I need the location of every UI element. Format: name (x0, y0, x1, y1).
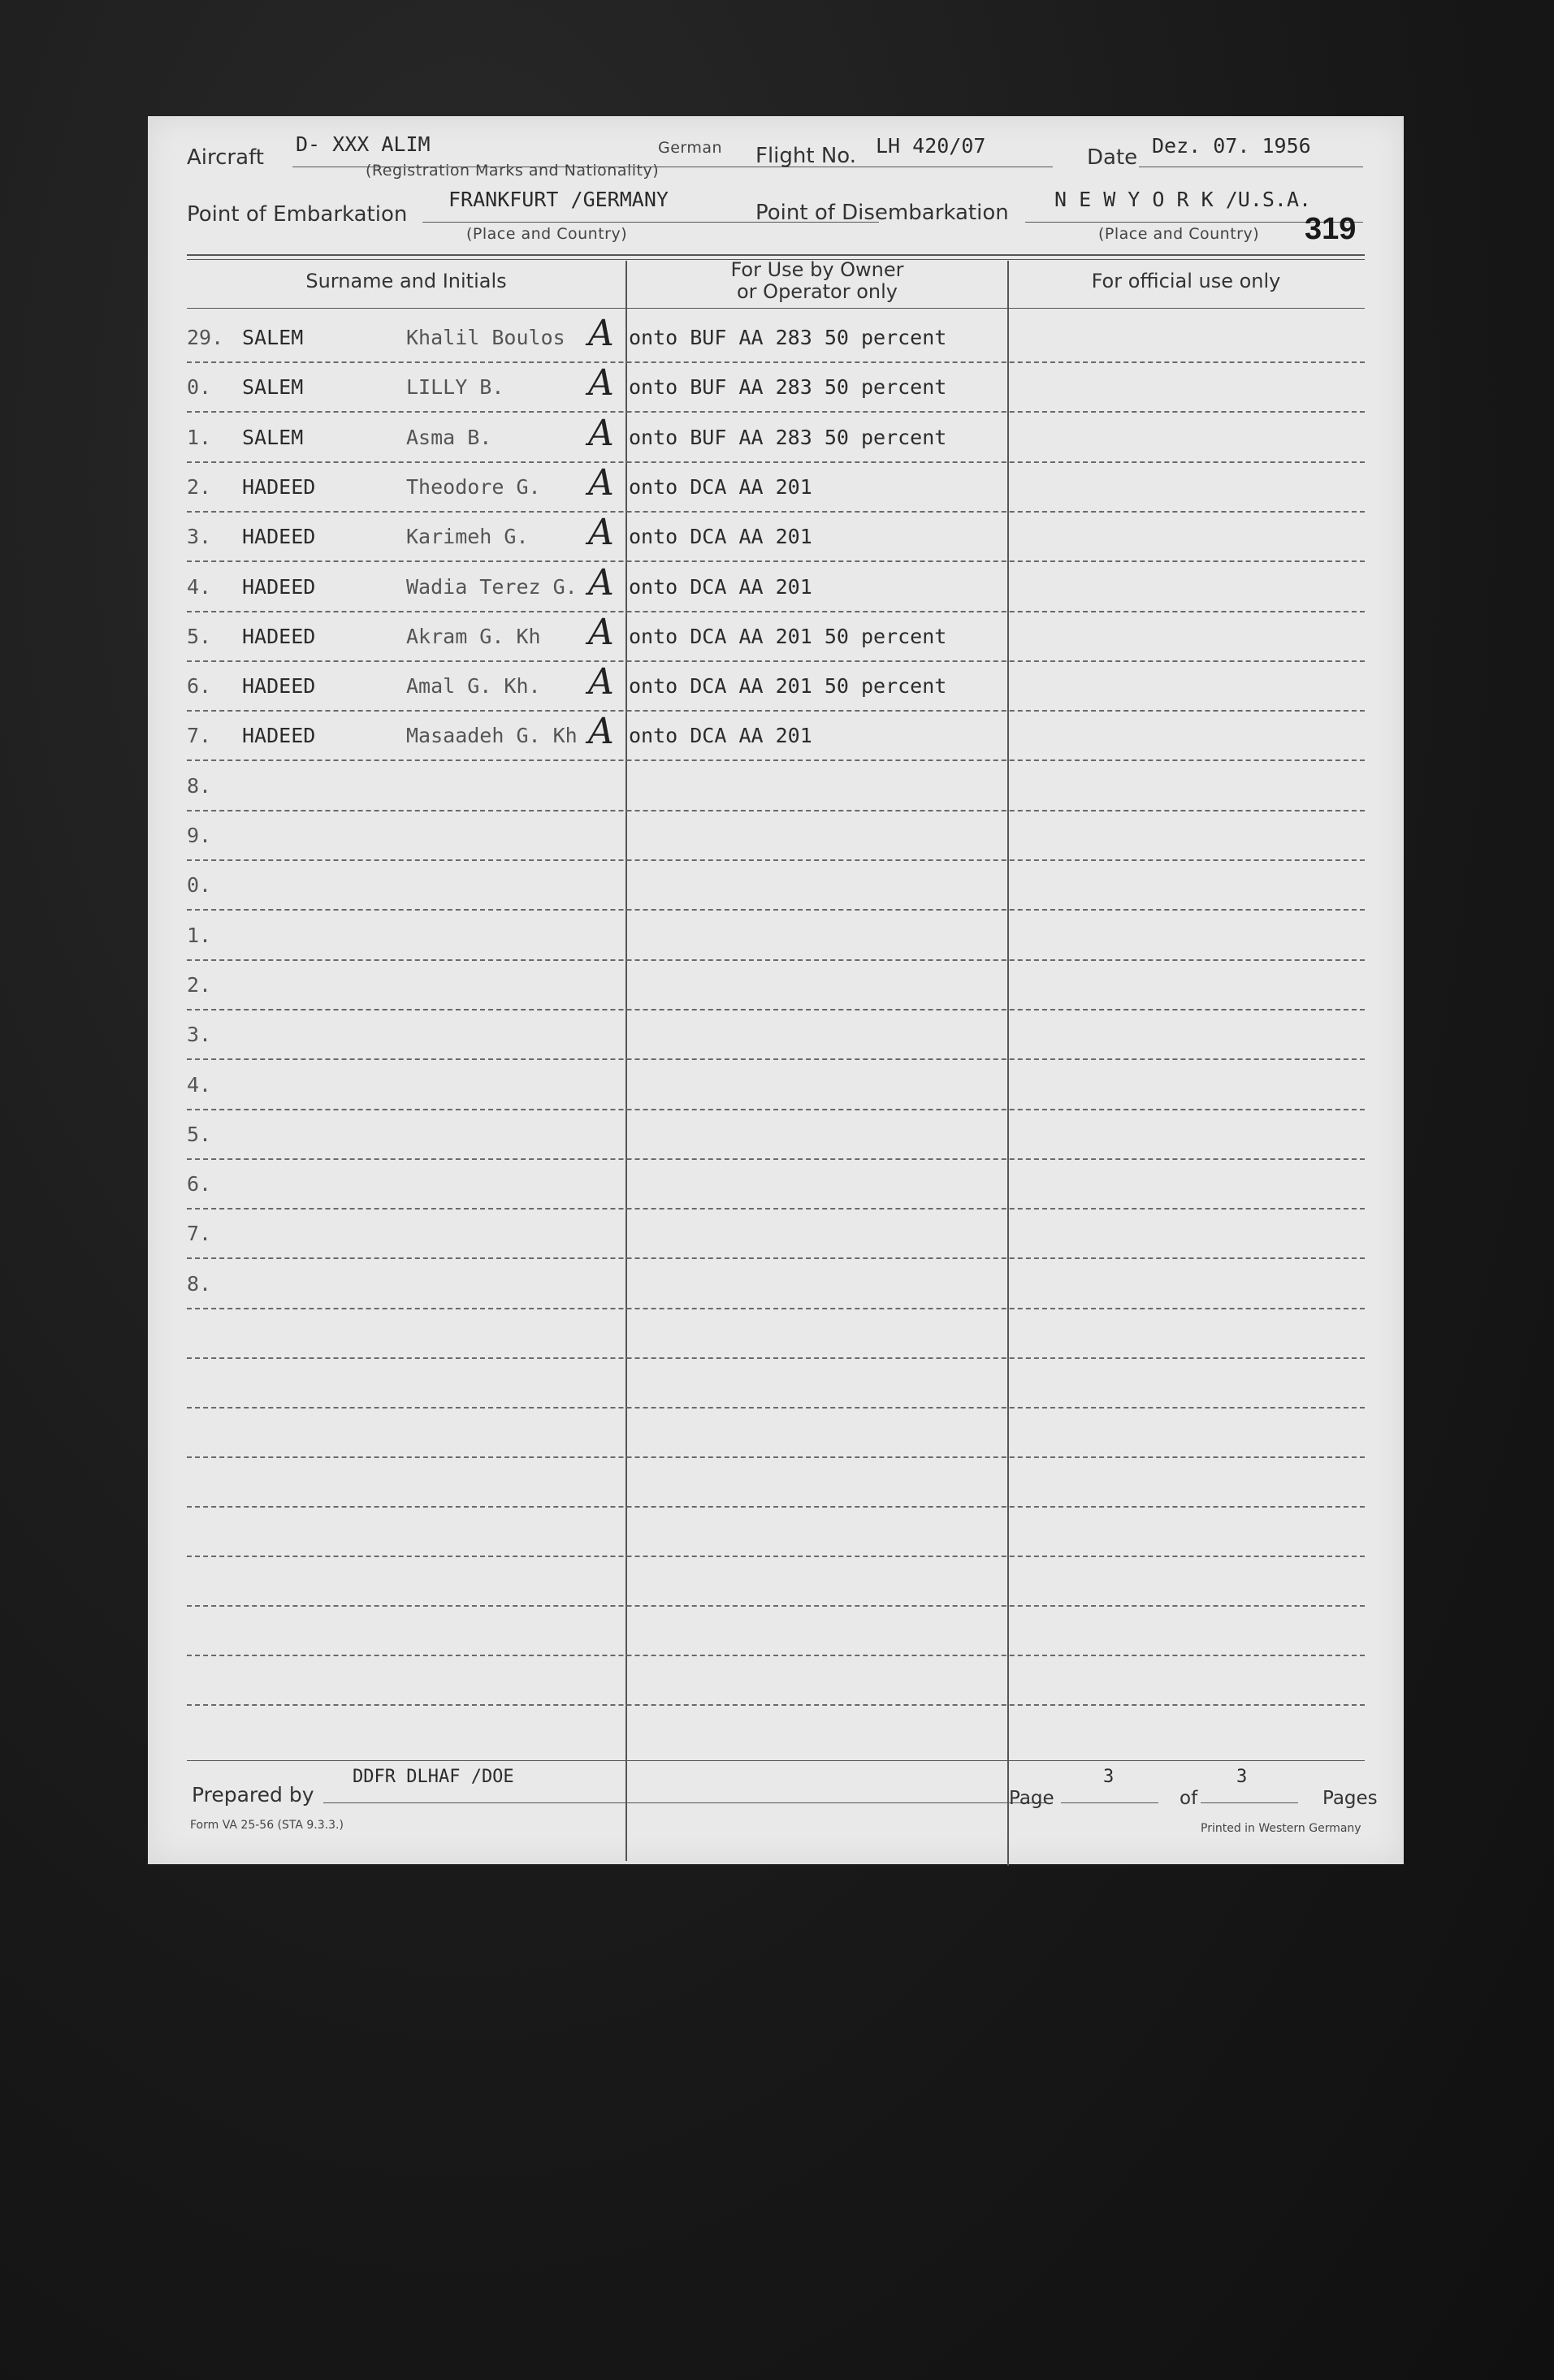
printed-note: Printed in Western Germany (1201, 1822, 1361, 1835)
table-row (148, 661, 1404, 713)
row-number: 5. (187, 1123, 212, 1146)
row-number: 7. (187, 1222, 212, 1245)
row-rule (187, 1009, 1365, 1010)
row-rule (187, 511, 1365, 513)
passenger-surname: SALEM (242, 426, 304, 449)
passenger-surname: HADEED (242, 475, 316, 499)
blank-rule (187, 1605, 1365, 1607)
date-value: Dez. 07. 1956 (1152, 134, 1311, 158)
passenger-initials: Asma B. (406, 426, 492, 449)
row-number: 5. (187, 625, 212, 648)
passenger-initials: Masaadeh G. Kh (406, 724, 578, 747)
page-rule (1061, 1802, 1158, 1803)
column-header-owner-line2: or Operator only (737, 280, 898, 303)
passenger-initials: Akram G. Kh (406, 625, 541, 648)
handwritten-mark: A (588, 661, 614, 703)
column-header-rule (187, 308, 1365, 309)
operator-note: onto DCA AA 201 (629, 525, 812, 548)
row-rule (187, 1257, 1365, 1259)
table-row (148, 1262, 1404, 1311)
operator-note: onto DCA AA 201 (629, 575, 812, 599)
row-rule (187, 611, 1365, 612)
table-row (148, 362, 1404, 414)
footer-rule (187, 1760, 1365, 1761)
row-number: 8. (187, 1272, 212, 1296)
handwritten-mark: A (588, 612, 614, 653)
nationality-value: German (658, 139, 723, 157)
row-rule (187, 909, 1365, 911)
table-row (148, 313, 1404, 365)
date-label: Date (1087, 145, 1138, 170)
flight-label: Flight No. (755, 144, 857, 168)
aircraft-label: Aircraft (187, 145, 264, 170)
row-rule (187, 1208, 1365, 1209)
blank-rule (187, 1704, 1365, 1706)
row-number: 8. (187, 774, 212, 798)
table-row (148, 711, 1404, 763)
row-rule (187, 560, 1365, 562)
row-rule (187, 1158, 1365, 1160)
aircraft-value: D- XXX ALIM (296, 132, 431, 156)
blank-rule (187, 1456, 1365, 1458)
passenger-initials: Khalil Boulos (406, 326, 565, 349)
row-rule (187, 810, 1365, 811)
table-row (148, 512, 1404, 564)
passenger-surname: HADEED (242, 724, 316, 747)
row-number: 2. (187, 973, 212, 997)
table-row (148, 1063, 1404, 1112)
row-rule (187, 710, 1365, 712)
blank-rule (187, 1506, 1365, 1508)
handwritten-mark: A (588, 562, 614, 604)
table-row (148, 1113, 1404, 1162)
row-number: 2. (187, 475, 212, 499)
passenger-surname: HADEED (242, 575, 316, 599)
table-row (148, 764, 1404, 813)
page-value: 3 (1103, 1767, 1115, 1787)
passenger-initials: Theodore G. (406, 475, 541, 499)
blank-rule (187, 1556, 1365, 1557)
row-rule (187, 1058, 1365, 1060)
of-label: of (1180, 1788, 1198, 1809)
row-rule (187, 411, 1365, 413)
table-row (148, 612, 1404, 664)
operator-note: onto BUF AA 283 50 percent (629, 326, 947, 349)
column-header-surname: Surname and Initials (305, 270, 507, 292)
table-row (148, 1013, 1404, 1062)
handwritten-mark: A (588, 512, 614, 553)
disembarkation-caption: (Place and Country) (1098, 225, 1260, 243)
operator-note: onto DCA AA 201 (629, 724, 812, 747)
table-row (148, 462, 1404, 514)
operator-note: onto BUF AA 283 50 percent (629, 426, 947, 449)
row-rule (187, 759, 1365, 761)
row-rule (187, 959, 1365, 961)
operator-note: onto DCA AA 201 50 percent (629, 625, 947, 648)
embarkation-caption: (Place and Country) (466, 225, 628, 243)
handwritten-mark: A (588, 462, 614, 504)
row-rule (187, 361, 1365, 363)
manifest-sheet (148, 116, 1404, 1864)
passenger-surname: HADEED (242, 525, 316, 548)
column-header-owner-line1: For Use by Owner (730, 258, 904, 281)
table-row (148, 562, 1404, 614)
passenger-initials: Amal G. Kh. (406, 674, 541, 698)
embarkation-value: FRANKFURT /GERMANY (448, 188, 669, 211)
table-row (148, 914, 1404, 963)
of-rule (1201, 1802, 1298, 1803)
prepared-value: DDFR DLHAF /DOE (353, 1767, 514, 1787)
embarkation-label: Point of Embarkation (187, 202, 408, 227)
passenger-surname: SALEM (242, 326, 304, 349)
table-row (148, 413, 1404, 465)
passenger-surname: SALEM (242, 375, 304, 399)
handwritten-mark: A (588, 711, 614, 752)
operator-note: onto BUF AA 283 50 percent (629, 375, 947, 399)
form-id: Form VA 25-56 (STA 9.3.3.) (190, 1819, 344, 1832)
operator-note: onto DCA AA 201 (629, 475, 812, 499)
blank-rule (187, 1357, 1365, 1359)
prepared-label: Prepared by (192, 1783, 314, 1807)
row-rule (187, 1109, 1365, 1110)
registration-caption: (Registration Marks and Nationality) (366, 162, 660, 180)
header-rule-top (187, 254, 1365, 256)
row-number: 7. (187, 724, 212, 747)
sheet-number: 319 (1305, 212, 1357, 246)
handwritten-mark: A (588, 313, 614, 354)
passenger-initials: Karimeh G. (406, 525, 529, 548)
of-value: 3 (1236, 1767, 1248, 1787)
handwritten-mark: A (588, 413, 614, 454)
blank-rule (187, 1407, 1365, 1409)
row-number: 4. (187, 1073, 212, 1097)
table-row (148, 1162, 1404, 1211)
passenger-initials: LILLY B. (406, 375, 504, 399)
row-number: 9. (187, 824, 212, 847)
row-number: 3. (187, 1023, 212, 1046)
row-rule (187, 1308, 1365, 1309)
row-number: 29. (187, 326, 224, 349)
handwritten-mark: A (588, 362, 614, 404)
disembarkation-value: N E W Y O R K /U.S.A. (1054, 188, 1312, 211)
disembarkation-label: Point of Disembarkation (755, 201, 1009, 225)
blank-rule (187, 1655, 1365, 1656)
table-row (148, 963, 1404, 1012)
row-number: 0. (187, 873, 212, 897)
row-number: 3. (187, 525, 212, 548)
column-header-owner (627, 259, 1007, 303)
flight-value: LH 420/07 (876, 134, 986, 158)
passenger-initials: Wadia Terez G. (406, 575, 578, 599)
row-number: 4. (187, 575, 212, 599)
passenger-surname: HADEED (242, 674, 316, 698)
operator-note: onto DCA AA 201 50 percent (629, 674, 947, 698)
passenger-surname: HADEED (242, 625, 316, 648)
row-number: 1. (187, 924, 212, 947)
table-row (148, 863, 1404, 912)
column-header-official: For official use only (1091, 270, 1281, 292)
pages-label: Pages (1322, 1788, 1378, 1809)
page-label: Page (1009, 1788, 1054, 1809)
row-number: 1. (187, 426, 212, 449)
table-row (148, 1212, 1404, 1261)
row-rule (187, 859, 1365, 861)
prepared-rule (323, 1802, 1046, 1803)
row-number: 6. (187, 674, 212, 698)
row-number: 6. (187, 1172, 212, 1196)
row-rule (187, 660, 1365, 662)
row-number: 0. (187, 375, 212, 399)
row-rule (187, 461, 1365, 463)
table-row (148, 814, 1404, 863)
